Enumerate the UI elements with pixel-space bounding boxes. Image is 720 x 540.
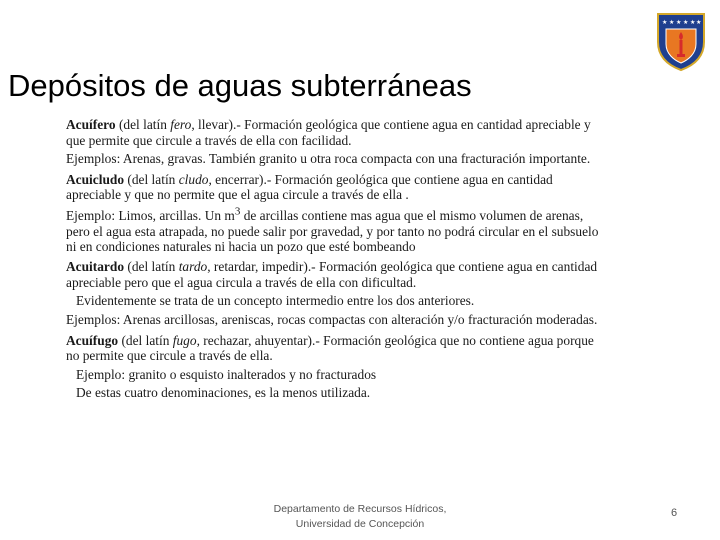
acuifugo-origin-post: , rechazar, ahuyentar).- Formación geológica que no contiene agua porque no permite que circule a través de ella. (66, 332, 594, 364)
term-acuifugo: Acuífugo (66, 332, 119, 348)
acuitardo-origin-word: tardo (178, 259, 208, 275)
acuitardo-origin-pre: (del latín (124, 259, 179, 275)
acuicludo-example-pre: Ejemplo: Limos, arcillas. Un m (66, 207, 235, 223)
acuitardo-note: Evidentemente se trata de un concepto intermedio entre los dos anteriores. (76, 293, 475, 309)
acuicludo-example (66, 205, 606, 239)
acuifugo-note: De estas cuatro denominaciones, es la menos utilizada. (76, 385, 371, 401)
acuifero-origin-word: fero (170, 117, 192, 132)
acuitardo-definition (66, 259, 606, 290)
cubic-superscript: 3 (234, 205, 241, 218)
acuifugo-example: Ejemplo: granito o esquisto inalterados y no fracturados (76, 366, 377, 382)
term-acuitardo: Acuitardo (66, 259, 125, 275)
svg-text:★: ★ (690, 19, 696, 26)
acuifero-example: Ejemplos: Arenas, gravas. También granito u otra roca compacta con una fracturación importante. (66, 151, 591, 167)
acuitardo-example: Ejemplos: Arenas arcillosas, areniscas, rocas compactas con alteración y/o fracturación moderadas. (66, 311, 598, 327)
university-crest-icon (656, 12, 706, 72)
footer-department: Departamento de Recursos Hídricos, (273, 503, 447, 515)
acuicludo-origin-post: , encerrar).- Formación geológica que contiene agua en cantidad apreciable y que no permite que el agua circule a través de ella . (66, 171, 553, 203)
page-number: 6 (670, 507, 678, 519)
svg-text:★: ★ (696, 19, 702, 26)
svg-text:★: ★ (669, 19, 675, 26)
footer (210, 502, 510, 532)
acuifero-definition (66, 117, 606, 148)
acuitardo-origin-post: , retardar, impedir).- Formación geológica que contiene agua en cantidad apreciable pero que el agua circula a través de ella con dificultad. (66, 259, 598, 290)
acuifugo-definition (66, 333, 606, 364)
acuicludo-origin-pre: (del latín (124, 171, 179, 187)
acuifugo-origin-pre: (del latín (118, 332, 173, 348)
acuicludo-example-last-line: ni en condiciones naturales ni hacia un pozo que esté bombeando (66, 239, 416, 255)
acuifugo-origin-word: fugo (172, 332, 197, 348)
slide-title: Depósitos de aguas subterráneas (8, 68, 472, 103)
acuicludo-example-post: de arcillas contiene mas agua que el mismo volumen de arenas, pero el agua esta atrapada, no puede salir por gravedad, y por tanto no podrá circular en el subsuelo (66, 207, 599, 239)
definitions-content (66, 117, 606, 401)
acuicludo-origin-word: cludo (178, 171, 209, 187)
svg-text:★: ★ (662, 19, 668, 26)
term-acuifero: Acuífero (66, 117, 116, 132)
footer-university: Universidad de Concepción (295, 518, 425, 530)
acuicludo-definition (66, 172, 606, 203)
svg-text:★: ★ (683, 19, 689, 26)
acuifero-origin-post: , llevar).- Formación geológica que contiene agua en cantidad apreciable y que permite que circule a través de ella con facilidad. (66, 117, 591, 148)
svg-text:★: ★ (676, 19, 682, 26)
term-acuicludo: Acuicludo (66, 171, 125, 187)
acuifero-origin-pre: (del latín (115, 117, 171, 132)
